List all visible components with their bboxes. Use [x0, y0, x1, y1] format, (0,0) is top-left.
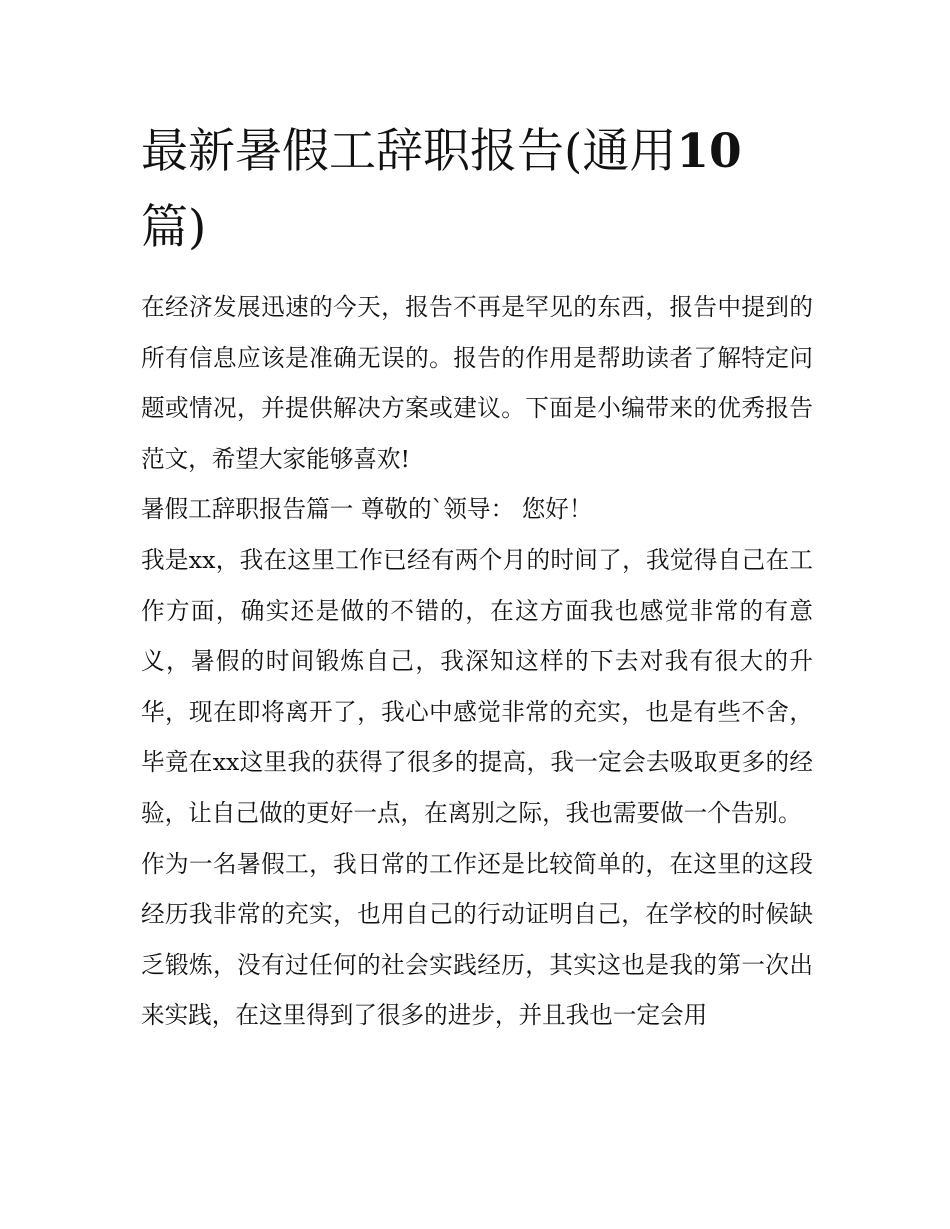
title-end-text: 篇) [141, 200, 207, 255]
greeting-paragraph: 暑假工辞职报告篇一 尊敬的`领导： 您好！ [141, 495, 593, 524]
title-number: 10 [676, 124, 742, 179]
document-title [141, 114, 821, 266]
body-paragraph: 我是xx，我在这里工作已经有两个月的时间了，我觉得自己在工作方面，确实还是做的不错的，在这方面我也感觉非常的有意义，暑假的时间锻炼自己，我深知这样的下去对我有很大的升华，现在即将离开了，我心中感觉非常的充实，也是有些不舍，毕竟在xx这里我的获得了很多的提高，我一定会去吸取更多的经验，让自己做的更好一点，在离别之际，我也需要做一个告别。 [141, 545, 813, 827]
intro-paragraph: 在经济发展迅速的今天，报告不再是罕见的东西，报告中提到的所有信息应该是准确无误的。报告的作用是帮助读者了解特定问题或情况，并提供解决方案或建议。下面是小编带来的优秀报告范文，希望大家能够喜欢! [141, 293, 813, 473]
title-main-text: 最新暑假工辞职报告(通用 [141, 124, 677, 179]
body-paragraph: 作为一名暑假工，我日常的工作还是比较简单的，在这里的这段经历我非常的充实，也用自己的行动证明自己，在学校的时候缺乏锻炼，没有过任何的社会实践经历，其实这也是我的第一次出来实践，在这里得到了很多的进步，并且我也一定会用 [141, 849, 813, 1030]
document-body [141, 282, 813, 1041]
